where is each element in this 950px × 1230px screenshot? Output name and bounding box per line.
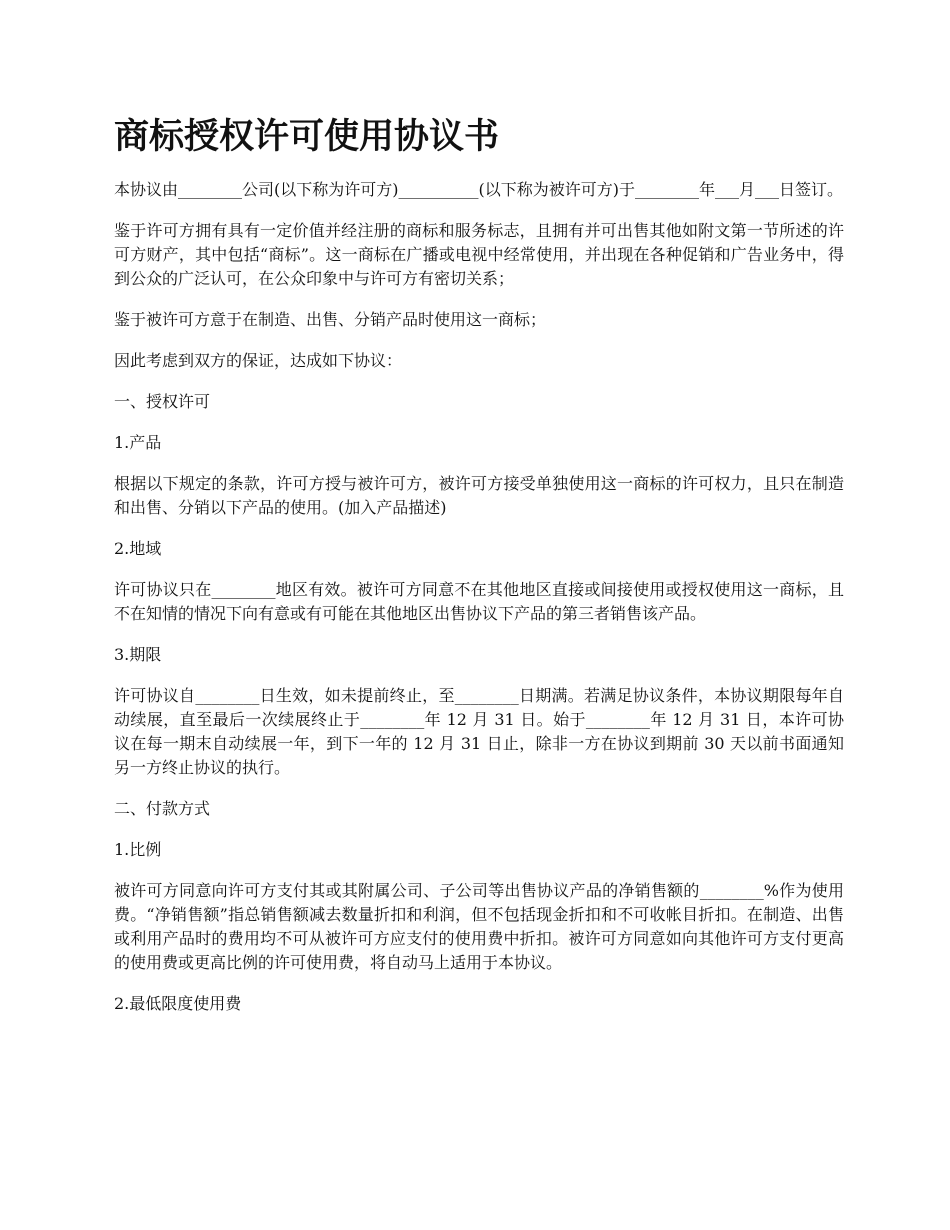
subheading-minimum-royalty: 2.最低限度使用费	[114, 994, 242, 1013]
paragraph-term: 许可协议自________日生效，如未提前终止，至________日期满。若满足协议条件，本协议期限每年自动续展，直至最后一次续展终止于________年 12 月 31 日。始于________年 12 月 31 日，本许可协议在每一期末自动续展一年，到下一年的 12 月 31 日止，除非一方在协议到期前 30 天以前书面通知另一方终止协议的执行。	[114, 686, 844, 777]
subheading-ratio: 1.比例	[114, 840, 162, 859]
section-heading-license-grant: 一、授权许可	[114, 392, 211, 411]
paragraph-ratio: 被许可方同意向许可方支付其或其附属公司、子公司等出售协议产品的净销售额的________%作为使用费。“净销售额”指总销售额减去数量折扣和利润，但不包括现金折扣和不可收帐目折扣。在制造、出售或利用产品时的费用均不可从被许可方应支付的使用费中折扣。被许可方同意如向其他许可方支付更高的使用费或更高比例的许可使用费，将自动马上适用于本协议。	[114, 881, 844, 972]
subheading-territory: 2.地域	[114, 539, 162, 558]
document-title: 商标授权许可使用协议书	[114, 116, 500, 157]
subheading-term: 3.期限	[114, 645, 162, 664]
paragraph-agreement-intro: 因此考虑到双方的保证，达成如下协议：	[114, 351, 403, 370]
paragraph-product: 根据以下规定的条款，许可方授与被许可方，被许可方接受单独使用这一商标的许可权力，且只在制造和出售、分销以下产品的使用。(加入产品描述)	[114, 474, 844, 517]
document-page	[114, 112, 844, 1033]
paragraph-whereas-licensor: 鉴于许可方拥有具有一定价值并经注册的商标和服务标志，且拥有并可出售其他如附文第一节所述的许可方财产，其中包括“商标”。这一商标在广播或电视中经常使用，并出现在各种促销和广告业务中，得到公众的广泛认可，在公众印象中与许可方有密切关系；	[114, 221, 844, 288]
paragraph-whereas-licensee: 鉴于被许可方意于在制造、出售、分销产品时使用这一商标；	[114, 310, 547, 329]
subheading-product: 1.产品	[114, 433, 162, 452]
section-heading-payment: 二、付款方式	[114, 799, 211, 818]
paragraph-parties: 本协议由________公司(以下称为许可方)__________(以下称为被许可方)于________年___月___日签订。	[114, 180, 843, 199]
paragraph-territory: 许可协议只在________地区有效。被许可方同意不在其他地区直接或间接使用或授权使用这一商标，且不在知情的情况下向有意或有可能在其他地区出售协议下产品的第三者销售该产品。	[114, 580, 844, 623]
